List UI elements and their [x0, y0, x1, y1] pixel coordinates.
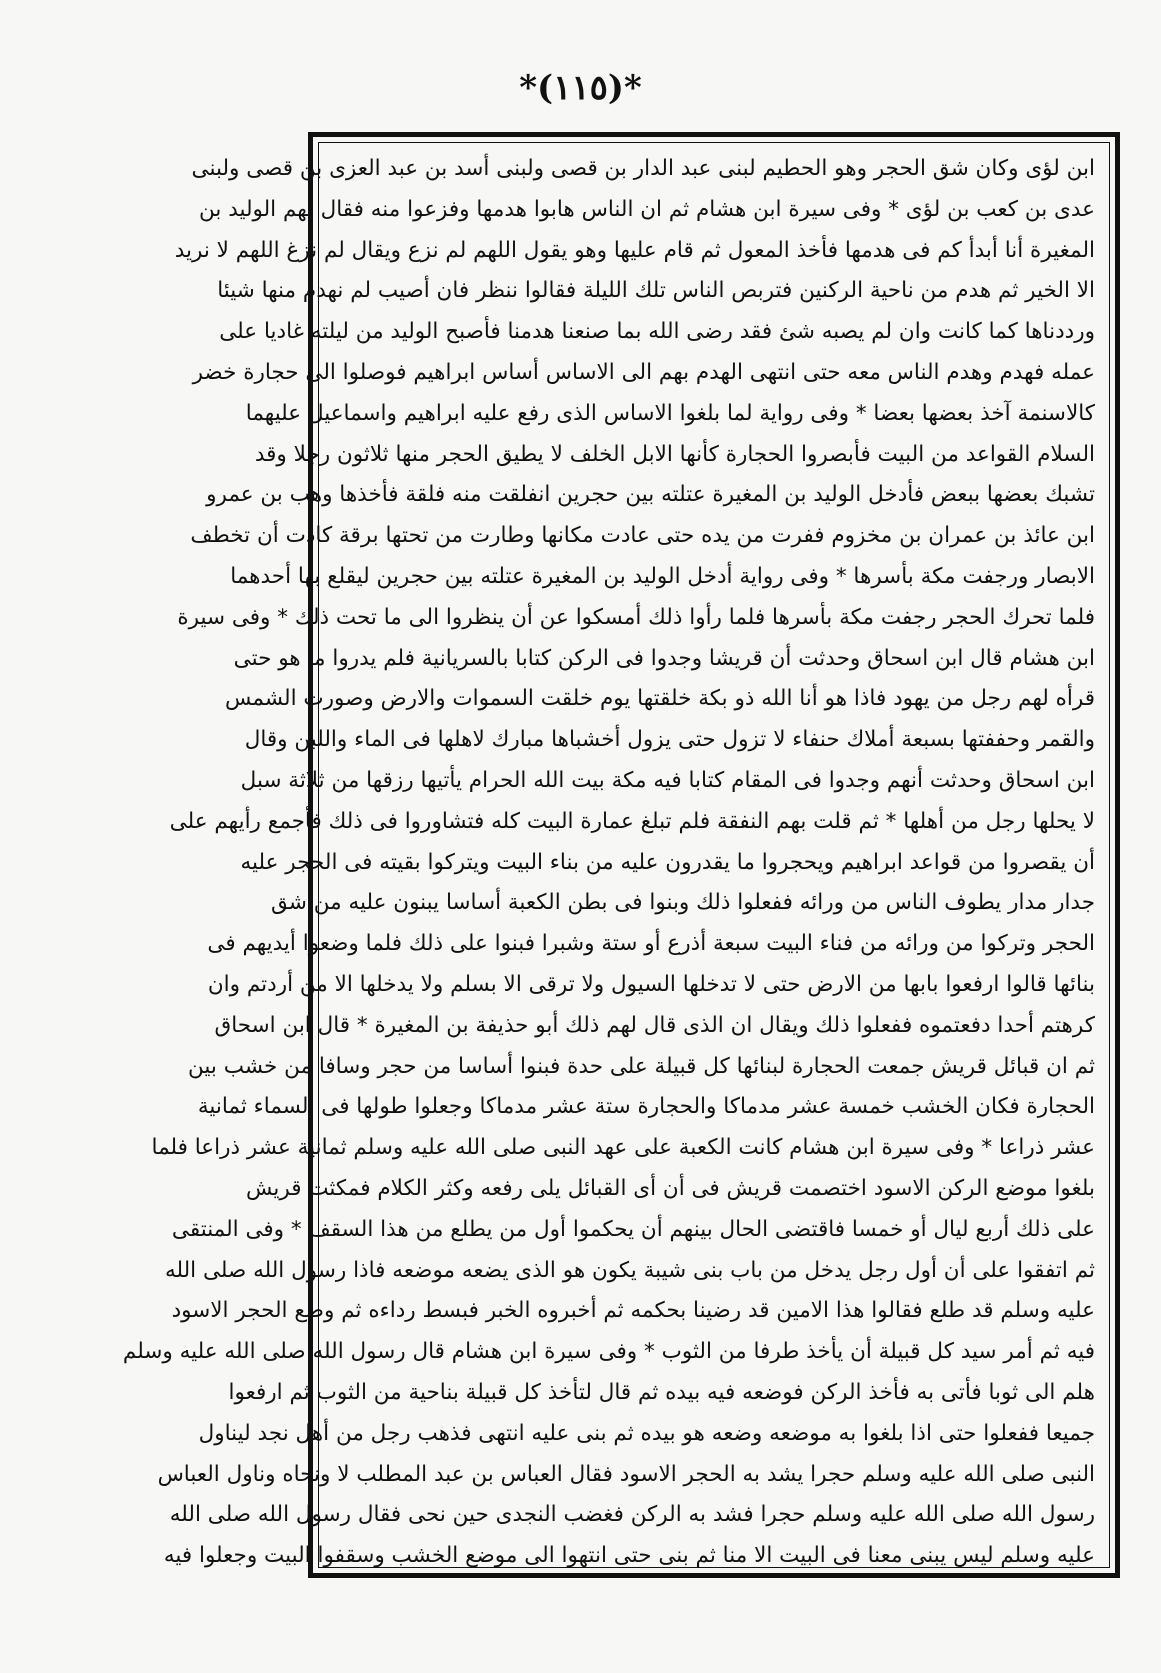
text-line: تشبك بعضها ببعض فأدخل الوليد بن المغيرة عتلته بين حجرين انفلقت منه فلقة فأخذها وهب بن عمرو	[206, 482, 1095, 508]
page-number: *(١١٥)*	[519, 68, 642, 108]
text-line: والقمر وحففتها بسبعة أملاك حنفاء لا تزول حتى يزول أخشباها مبارك لاهلها فى الماء واللبن وقال	[244, 727, 1095, 753]
text-line: كالاسنمة آخذ بعضها بعضا * وفى رواية لما بلغوا الاساس الذى رفع عليه ابراهيم واسماعيل عليهما	[245, 400, 1095, 426]
text-line: عليه وسلم قد طلع فقالوا هذا الامين قد رضينا بحكمه ثم أخبروه الخبر فبسط رداءه ثم وضع الحجر الاسود	[171, 1298, 1095, 1324]
text-line: المغيرة أنا أبدأ كم فى هدمها فأخذ المعول ثم قام عليها وهو يقول اللهم لم نزع ويقال لم نزغ اللهم لا نريد	[174, 237, 1095, 263]
text-line: بنائها قالوا ارفعوا بابها من الارض حتى لا تدخلها السيول ولا ترقى الا بسلم ولا يدخلها الا من أردتم وان	[207, 971, 1095, 997]
text-line: الحجر وتركوا من ورائه من فناء البيت سبعة أذرع أو ستة وشبرا فبنوا على ذلك فلما وضعوا أيديهم فى	[207, 931, 1095, 957]
page-frame	[122, 132, 1120, 1578]
text-line: ورددناها كما كانت وان لم يصبه شئ فقد رضى الله بما صنعنا هدمنا فأصبح الوليد من ليلته غاديا على	[219, 319, 1095, 345]
text-line: جدار مدار يطوف الناس من ورائه ففعلوا ذلك وبنوا فى بطن الكعبة أساسا يبنون عليه من شق	[270, 890, 1095, 916]
text-line: السلام القواعد من البيت فأبصروا الحجارة كأنها الابل الخلف لا يطيق الحجر منها ثلاثون رجلا وقد	[254, 441, 1095, 467]
text-line: ابن عائذ بن عمران بن مخزوم ففرت من يده حتى عادت مكانها وطارت من تحتها برقة كادت أن تخطف	[190, 523, 1095, 549]
text-line: كرهتم أحدا دفعتموه ففعلوا ذلك ويقال ان الذى قال لهم ذلك أبو حذيفة بن المغيرة * قال ابن اسحاق	[214, 1012, 1095, 1038]
text-line: أن يقصروا من قواعد ابراهيم ويحجروا ما يقدرون عليه من بناء البيت ويتركوا بقيته فى الحجر عليه	[240, 849, 1095, 875]
text-line: فيه ثم أمر سيد كل قبيلة أن يأخذ طرفا من الثوب * وفى سيرة ابن هشام قال رسول الله صلى الله عليه وسلم	[122, 1339, 1095, 1365]
text-line: ثم اتفقوا على أن أول رجل يدخل من باب بنى شيبة يكون هو الذى يضعه موضعه فاذا رسول الله صلى الله	[164, 1257, 1095, 1283]
text-line: لا يحلها رجل من أهلها * ثم قلت بهم النفقة فلم تبلغ عمارة البيت كله فتشاوروا فى ذلك فأجمع رأيهم على	[169, 808, 1095, 834]
text-line: عليه وسلم ليس يبنى معنا فى البيت الا منا ثم بنى حتى انتهوا الى موضع الخشب وسقفوا البيت وجعلوا فيه	[163, 1543, 1095, 1569]
text-line: النبى صلى الله عليه وسلم حجرا يشد به الحجر الاسود فقال العباس بن عبد المطلب لا ونحاه وناول العباس	[157, 1461, 1095, 1487]
text-line: ابن اسحاق وحدثت أنهم وجدوا فى المقام كتابا فيه مكة بيت الله الحرام يأتيها رزقها من ثلاثة سبل	[240, 767, 1095, 793]
text-line: الا الخير ثم هدم من ناحية الركنين فتربص الناس تلك الليلة فقالوا ننظر فان أصيب لم نهدم منها شيئا	[217, 278, 1095, 304]
text-line: عمله فهدم وهدم الناس معه حتى انتهى الهدم بهم الى الاساس أساس ابراهيم فوصلوا الى حجارة خضر	[192, 359, 1095, 385]
text-line: ابن لؤى وكان شق الحجر وهو الحطيم لبنى عبد الدار بن قصى ولبنى أسد بن عبد العزى بن قصى ولبنى	[191, 156, 1095, 181]
text-line: ثم ان قبائل قريش جمعت الحجارة لبنائها كل قبيلة على حدة فبنوا أساسا من حجر وسافا من خشب بين	[188, 1053, 1095, 1079]
text-line: الابصار ورجفت مكة بأسرها * وفى رواية أدخل الوليد بن المغيرة عتلته بين حجرين ليقلع بها أحدهما	[230, 563, 1095, 589]
text-line: بلغوا موضع الركن الاسود اختصمت قريش فى أن أى القبائل يلى رفعه وكثر الكلام فمكثت قريش	[245, 1175, 1095, 1201]
text-line: ابن هشام قال ابن اسحاق وحدثت أن قريشا وجدوا فى الركن كتابا بالسريانية فلم يدروا ما هو حتى	[233, 645, 1095, 671]
text-line: الحجارة فكان الخشب خمسة عشر مدماكا والحجارة ستة عشر مدماكا وجعلوا طولها فى السماء ثمانية	[197, 1094, 1095, 1120]
text-line: فلما تحرك الحجر رجفت مكة بأسرها فلما رأوا ذلك أمسكوا عن أن ينظروا الى ما تحت ذلك * وفى سيرة	[177, 604, 1095, 630]
text-line: على ذلك أربع ليال أو خمسا فاقتضى الحال بينهم أن يحكموا أول من يطلع من هذا السقف * وفى المنتقى	[171, 1216, 1095, 1242]
text-body	[122, 149, 1095, 1577]
text-line: رسول الله صلى الله عليه وسلم حجرا فشد به الركن فغضب النجدى حين نحى فقال رسول الله صلى الله	[169, 1502, 1095, 1528]
text-frame	[122, 142, 1110, 1569]
text-line: هلم الى ثوبا فأتى به فأخذ الركن فوضعه فيه بيده ثم قال لتأخذ كل قبيلة بناحية من الثوب ثم ارفعوا	[228, 1379, 1095, 1405]
text-line: عدى بن كعب بن لؤى * وفى سيرة ابن هشام ثم ان الناس هابوا هدمها وفزعوا منه فقال لهم الوليد بن	[199, 196, 1095, 222]
text-line: قرأه لهم رجل من يهود فاذا هو أنا الله ذو بكة خلقتها يوم خلقت السموات والارض وصورت الشمس	[225, 686, 1095, 712]
text-line: عشر ذراعا * وفى سيرة ابن هشام كانت الكعبة على عهد النبى صلى الله عليه وسلم ثمانية عشر ذراعا فلما	[151, 1135, 1095, 1161]
text-line: جميعا ففعلوا حتى اذا بلغوا به موضعه وضعه هو بيده ثم بنى عليه انتهى فذهب رجل من أهل نجد ليناول	[198, 1420, 1095, 1446]
